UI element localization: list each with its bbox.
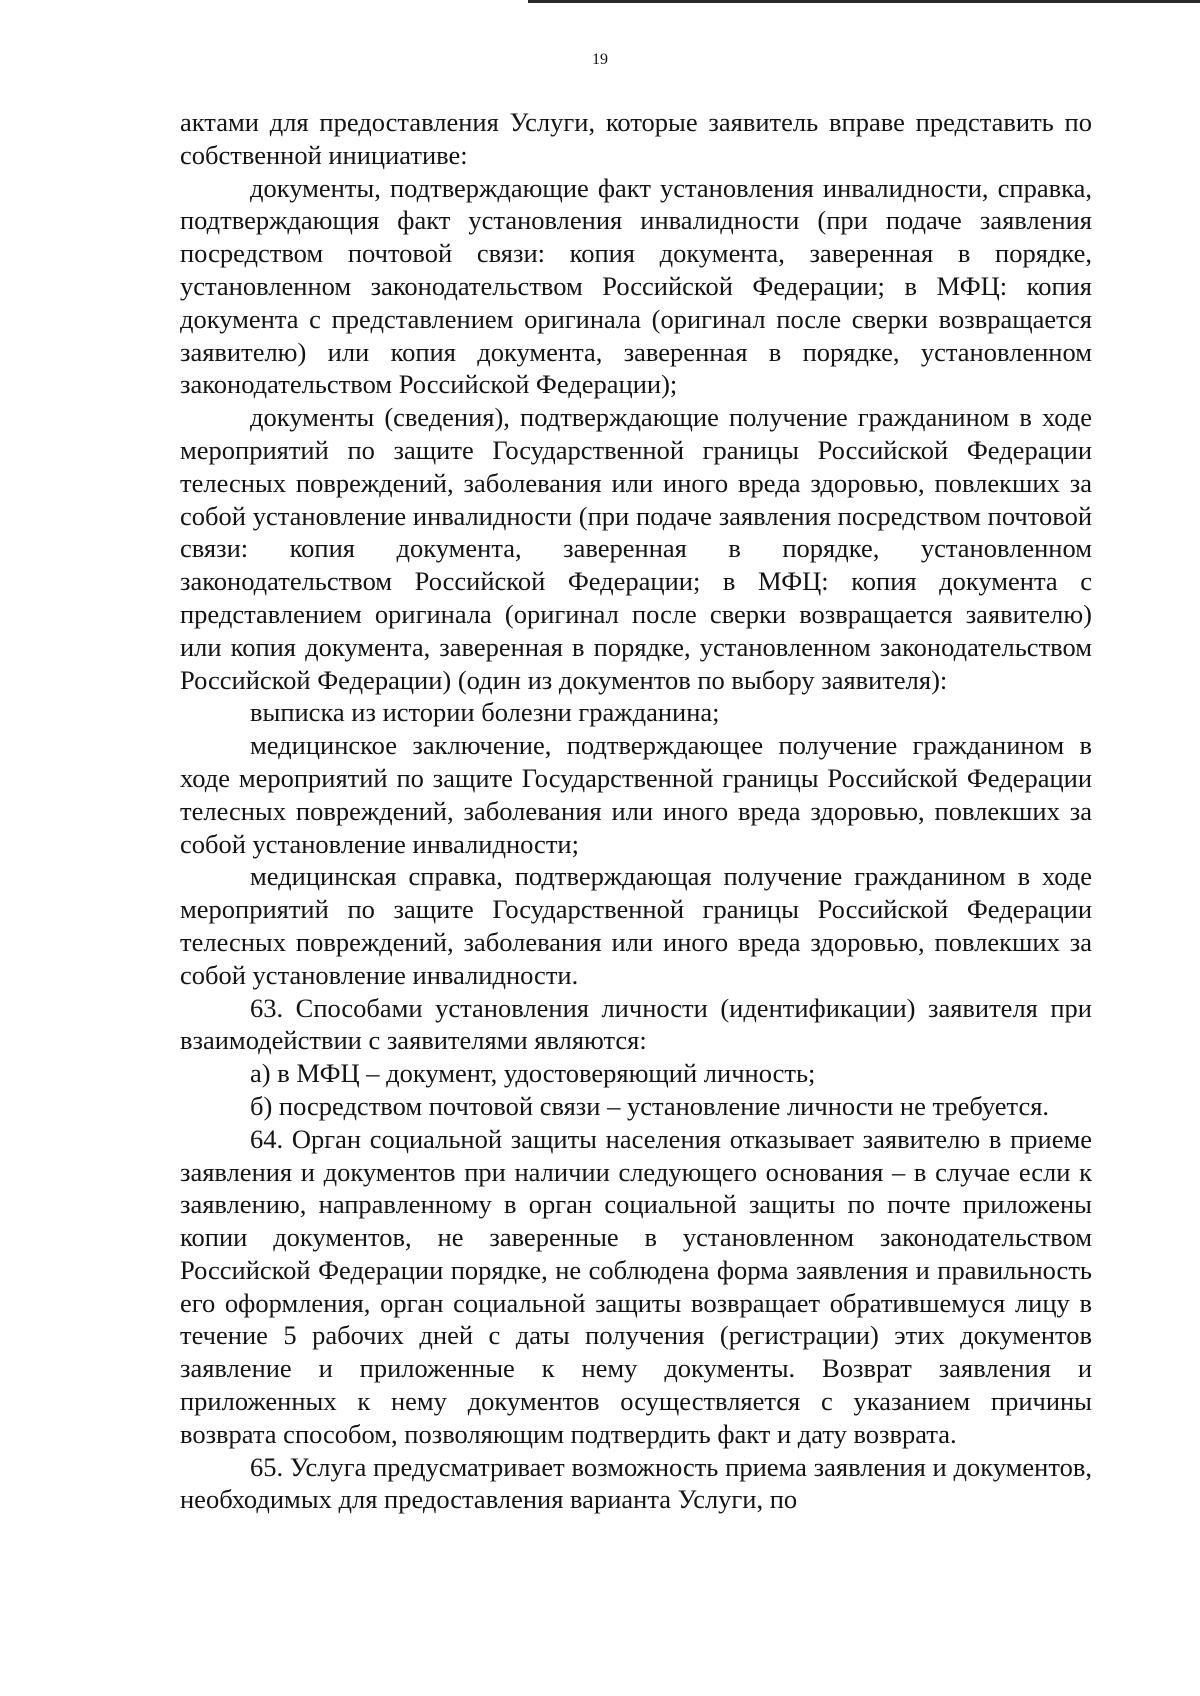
paragraph-medical-history-extract: выписка из истории болезни гражданина; [250,697,720,728]
paragraph-border-injury-documents: документы (сведения), подтверждающие получение гражданином в ходе мероприятий по защите Государственной границы Российской Федерации телесных повреждений, заболевания или иного вреда здоровью, повлекших за собой установление инвалидности (при подаче заявления посредством почтовой связи: копия документа, заверенная в порядке, установленном законодательством Российской Федерации; в МФЦ: копия документа с представлением оригинала (оригинал после сверки возвращается заявителю) или копия документа, заверенная в порядке, установленном законодательством Российской Федерации) (один из документов по выбору заявителя): [180,402,1092,695]
paragraph-clause-63: 63. Способами установления личности (идентификации) заявителя при взаимодействии с заявителями являются: [180,992,1092,1056]
document-body [180,106,1092,1516]
paragraph-clause-63-b: б) посредством почтовой связи – установление личности не требуется. [250,1090,1050,1121]
paragraph-clause-64: 64. Орган социальной защиты населения отказывает заявителю в приеме заявления и документов при наличии следующего основания – в случае если к заявлению, направленному в орган социальной защиты по почте приложены копии документов, не заверенные в установленном законодательством Российской Федерации порядке, не соблюдена форма заявления и правильность его оформления, орган социальной защиты возвращает обратившемуся лицу в течение 5 рабочих дней с даты получения (регистрации) этих документов заявление и приложенные к нему документы. Возврат заявления и приложенных к нему документов осуществляется с указанием причины возврата способом, позволяющим подтвердить факт и дату возврата. [180,1123,1092,1449]
paragraph-clause-63-a: а) в МФЦ – документ, удостоверяющий личность; [250,1058,816,1089]
scan-top-edge-rule [528,0,1200,3]
paragraph-continuation: актами для предоставления Услуги, которые заявитель вправе представить по собственной инициативе: [180,107,1092,170]
paragraph-medical-certificate: медицинская справка, подтверждающая получение гражданином в ходе мероприятий по защите Государственной границы Российской Федерации телесных повреждений, заболевания или иного вреда здоровью, повлекших за собой установление инвалидности. [180,861,1092,990]
paragraph-medical-conclusion: медицинское заключение, подтверждающее получение гражданином в ходе мероприятий по защите Государственной границы Российской Федерации телесных повреждений, заболевания или иного вреда здоровью, повлекших за собой установление инвалидности; [180,730,1092,859]
page-number: 19 [592,51,608,68]
paragraph-disability-documents: документы, подтверждающие факт установления инвалидности, справка, подтверждающия факт установления инвалидности (при подаче заявления посредством почтовой связи: копия документа, заверенная в порядке, установленном законодательством Российской Федерации; в МФЦ: копия документа с представлением оригинала (оригинал после сверки возвращается заявителю) или копия документа, заверенная в порядке, установленном законодательством Российской Федерации); [180,172,1092,400]
paragraph-clause-65: 65. Услуга предусматривает возможность приема заявления и документов, необходимых для предоставления варианта Услуги, по [180,1451,1092,1515]
